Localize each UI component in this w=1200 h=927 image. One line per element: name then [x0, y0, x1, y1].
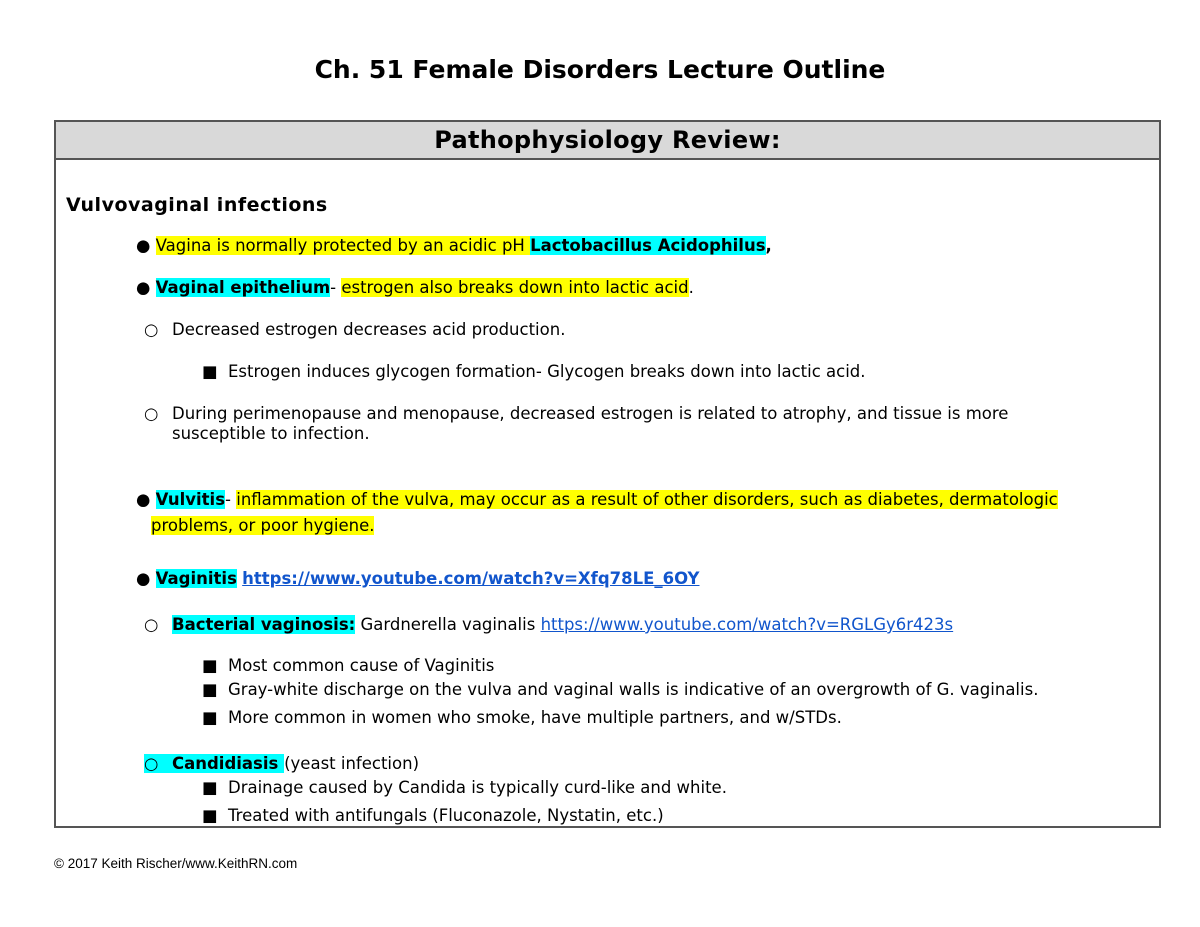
bullet-dot-icon: ●: [136, 569, 151, 588]
list-item: ● Vulvitis- inflammation of the vulva, may occur as a result of other disorders, such as diabetes, dermatologic: [136, 490, 1058, 509]
bullet-ring-icon: ○: [144, 615, 159, 634]
bullet-square-icon: ■: [202, 680, 218, 699]
list-item: ○ During perimenopause and menopause, decreased estrogen is related to atrophy, and tissue is more: [144, 404, 1009, 423]
bullet-dot-icon: ●: [136, 490, 151, 509]
list-item: ■ Estrogen induces glycogen formation- Glycogen breaks down into lactic acid.: [202, 362, 866, 381]
bullet-dot-icon: ●: [136, 278, 151, 297]
bacterial-vaginosis-video-link[interactable]: https://www.youtube.com/watch?v=RGLGy6r423s: [540, 615, 954, 634]
bullet-square-icon: ■: [202, 806, 218, 825]
bullet-square-icon: ■: [202, 708, 218, 727]
bullet-square-icon: ■: [202, 362, 218, 381]
list-item: ■ Gray-white discharge on the vulva and vaginal walls is indicative of an overgrowth of G. vaginalis.: [202, 680, 1039, 699]
list-item: ■ Treated with antifungals (Fluconazole, Nystatin, etc.): [202, 806, 664, 825]
box-header: Pathophysiology Review:: [56, 122, 1159, 160]
bullet-ring-icon: ○: [144, 754, 159, 773]
list-item: ○ Bacterial vaginosis: Gardnerella vaginalis https://www.youtube.com/watch?v=RGLGy6r423s: [144, 615, 954, 634]
bullet-ring-icon: ○: [144, 320, 159, 339]
list-item: ● Vaginal epithelium- estrogen also breaks down into lactic acid.: [136, 278, 694, 297]
list-item: ■ More common in women who smoke, have multiple partners, and w/STDs.: [202, 708, 842, 727]
document-title: Ch. 51 Female Disorders Lecture Outline: [314, 55, 886, 84]
list-item: ■ Drainage caused by Candida is typically curd-like and white.: [202, 778, 727, 797]
list-item: ● Vagina is normally protected by an acidic pH Lactobacillus Acidophilus,: [136, 236, 772, 255]
list-item-continuation: susceptible to infection.: [172, 424, 370, 443]
bullet-square-icon: ■: [202, 656, 218, 675]
bullet-ring-icon: ○: [144, 404, 159, 423]
list-item: ○ Decreased estrogen decreases acid production.: [144, 320, 566, 339]
list-item: ■ Most common cause of Vaginitis: [202, 656, 495, 675]
vaginitis-video-link[interactable]: https://www.youtube.com/watch?v=Xfq78LE_6OY: [242, 569, 700, 588]
copyright-footer: © 2017 Keith Rischer/www.KeithRN.com: [54, 856, 298, 871]
list-item: ● Vaginitis https://www.youtube.com/watch?v=Xfq78LE_6OY: [136, 569, 700, 588]
list-item-continuation: problems, or poor hygiene.: [151, 516, 375, 535]
review-box: [54, 120, 1161, 828]
bullet-dot-icon: ●: [136, 236, 151, 255]
list-item: ○ Candidiasis (yeast infection): [144, 754, 420, 773]
section-heading: Vulvovaginal infections: [66, 194, 328, 216]
bullet-square-icon: ■: [202, 778, 218, 797]
